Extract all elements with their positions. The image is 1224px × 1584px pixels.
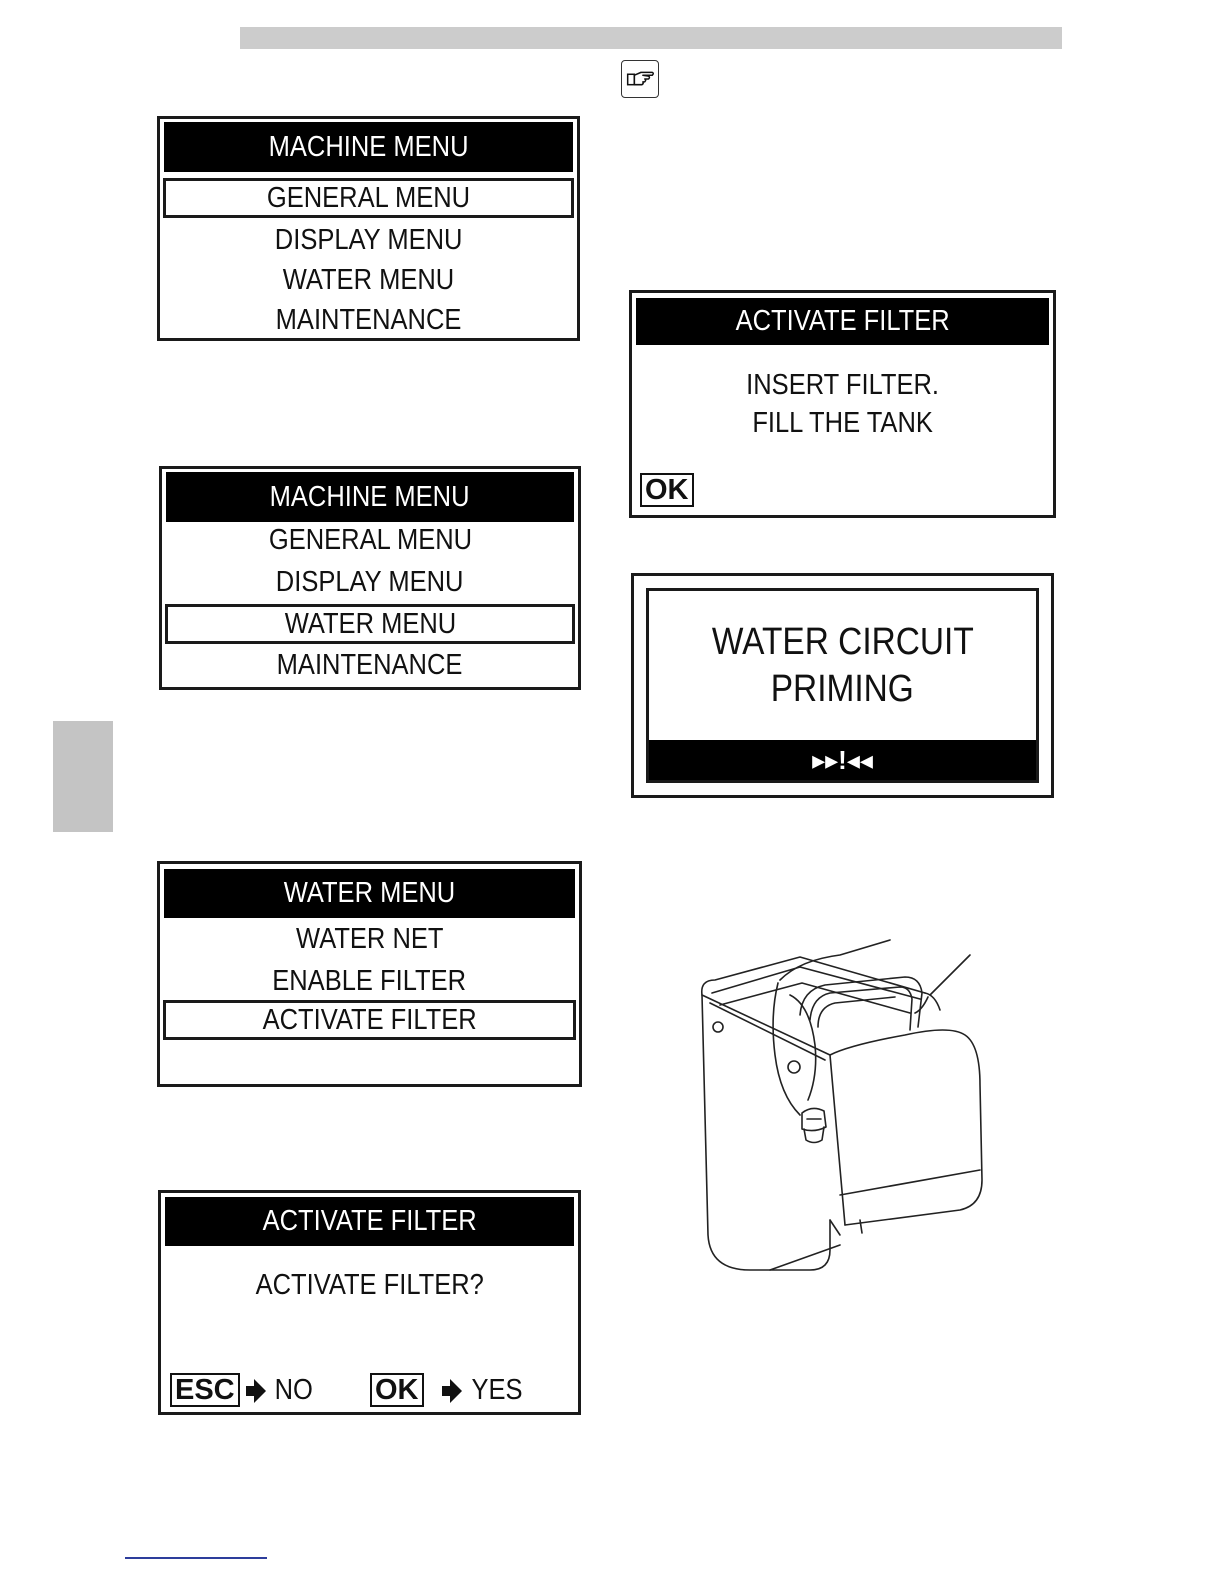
water-tank-filter-illustration — [690, 935, 990, 1275]
right-arrow-icon — [440, 1377, 464, 1405]
panel-header: ACTIVATE FILTER — [165, 1197, 574, 1246]
menu-item-water[interactable]: WATER MENU — [282, 264, 455, 296]
ok-key[interactable]: OK — [370, 1373, 424, 1407]
menu-header: WATER MENU — [164, 869, 575, 918]
menu-item-general[interactable]: GENERAL MENU — [268, 524, 472, 556]
progress-bar — [649, 740, 1036, 780]
menu-item-display[interactable]: DISPLAY MENU — [274, 224, 463, 256]
menu-item-maintenance[interactable]: MAINTENANCE — [277, 649, 463, 681]
menu-header: MACHINE MENU — [164, 122, 573, 172]
confirm-question: ACTIVATE FILTER? — [255, 1269, 484, 1301]
header-bar — [240, 27, 1062, 49]
menu-item-water-net[interactable]: WATER NET — [295, 923, 444, 955]
option-yes: YES — [471, 1374, 523, 1406]
right-arrow-icon — [244, 1377, 268, 1405]
priming-inner-frame — [646, 588, 1039, 783]
esc-key[interactable]: ESC — [170, 1373, 240, 1407]
panel-header: ACTIVATE FILTER — [636, 298, 1049, 345]
menu-item-maintenance[interactable]: MAINTENANCE — [275, 304, 462, 336]
option-no: NO — [274, 1374, 313, 1406]
section-tab — [53, 721, 113, 832]
pointing-hand-icon — [621, 60, 659, 98]
footer-line — [125, 1557, 267, 1559]
machine-menu-panel — [159, 466, 581, 690]
menu-item-water[interactable]: WATER MENU — [165, 604, 575, 644]
insert-filter-panel — [629, 290, 1056, 518]
instruction-line-2: FILL THE TANK — [752, 407, 933, 439]
priming-panel — [631, 573, 1054, 798]
progress-glyph: ▸▸!◂◂ — [812, 745, 873, 775]
menu-item-enable-filter[interactable]: ENABLE FILTER — [272, 965, 467, 997]
priming-line-1: WATER CIRCUIT — [711, 621, 974, 663]
ok-key[interactable]: OK — [640, 473, 694, 507]
menu-item-activate-filter[interactable]: ACTIVATE FILTER — [163, 1000, 576, 1040]
menu-header: MACHINE MENU — [166, 472, 574, 522]
machine-menu-panel — [157, 116, 580, 341]
water-menu-panel — [157, 861, 582, 1087]
menu-item-general[interactable]: GENERAL MENU — [163, 178, 574, 218]
activate-filter-confirm-panel — [158, 1190, 581, 1415]
instruction-line-1: INSERT FILTER. — [746, 369, 939, 401]
priming-line-2: PRIMING — [770, 668, 915, 710]
menu-item-display[interactable]: DISPLAY MENU — [276, 566, 464, 598]
